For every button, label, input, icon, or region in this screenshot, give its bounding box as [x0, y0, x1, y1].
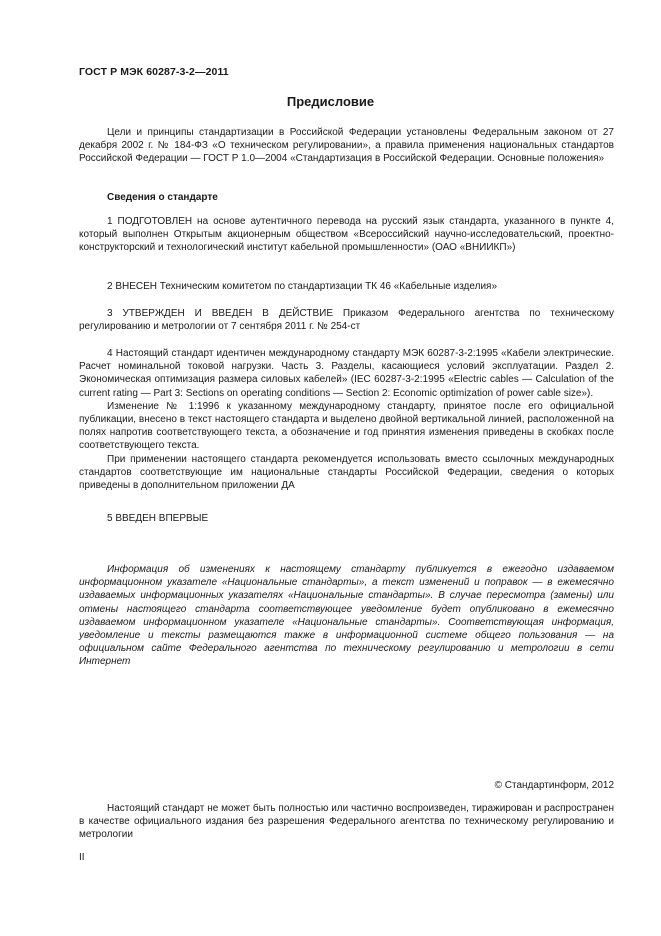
page-title: Предисловие [286, 94, 375, 109]
copyright-line: © Стандартинформ, 2012 [494, 780, 614, 791]
item-3-text: 3 УТВЕРЖДЕН И ВВЕДЕН В ДЕЙСТВИЕ Приказом Федерального агентства по техническому регулированию и метрологии от 7 сентября 2011 г. № 254-ст [79, 308, 614, 333]
item-5-block [79, 512, 614, 525]
standard-code-header: ГОСТ Р МЭК 60287-3-2—2011 [79, 66, 229, 78]
item-4-text: 4 Настоящий стандарт идентичен международному стандарту МЭК 60287-3-2:1995 «Кабели электрические. Расчет номинальной токовой нагрузки. Часть 3. Разделы, касающиеся условий эксплуатации. Раздел 2. Экономическая оптимизация размера силовых кабелей» (IEC 60287-3-2:1995 «Electric cables — Calculation of the current rating — Part 3: Sections on operating conditions — Section 2: Economic optimization of power cable size»). [79, 348, 614, 399]
item-4-block [79, 347, 614, 492]
intro-paragraph [79, 126, 614, 166]
item-5-text: 5 ВВЕДЕН ВПЕРВЫЕ [107, 513, 209, 524]
rights-block [79, 802, 614, 842]
info-heading-block [79, 191, 614, 204]
item-3-block [79, 307, 614, 333]
page-number: II [79, 852, 85, 863]
item-4-reference-text: При применении настоящего стандарта рекомендуется использовать вместо ссылочных международных стандартов соответствующие им национальные стандарты Российской Федерации, сведения о которых приведены в дополнительном приложении ДА [79, 453, 614, 492]
item-1-block [79, 215, 614, 255]
item-1-text: 1 ПОДГОТОВЛЕН на основе аутентичного перевода на русский язык стандарта, указанного в пункте 4, который выполнен Открытым акционерным обществом «Всероссийский научно-исследовательский, проектно-конструкторский и технологический институт кабельной промышленности» (ОАО «ВНИИКП») [79, 216, 614, 254]
notice-text: Информация об изменениях к настоящему стандарту публикуется в ежегодно издаваемом информационном указателе «Национальные стандарты», а текст изменений и поправок — в ежемесячно издаваемых информационных указателях «Национальные стандарты». В случае пересмотра (замены) или отмены настоящего стандарта соответствующее уведомление будет опубликовано в ежемесячно издаваемом информационном указателе «Национальные стандарты». Соответствующая информация, уведомление и тексты размещаются также в информационной системе общего пользования — на официальном сайте Федерального агентства по техническому регулированию и метрологии в сети Интернет [79, 564, 614, 668]
intro-text: Цели и принципы стандартизации в Российской Федерации установлены Федеральным законом от 27 декабря 2002 г. № 184-ФЗ «О техническом регулировании», а правила применения национальных стандартов Российской Федерации — ГОСТ Р 1.0—2004 «Стандартизация в Российской Федерации. Основные положения» [79, 127, 614, 165]
item-4-change-text: Изменение № 1:1996 к указанному международному стандарту, принятое после его официальной публикации, внесено в текст настоящего стандарта и выделено двойной вертикальной линией, расположенной на полях напротив соответствующего текста, а обозначение и год принятия изменения приведены в скобках после соответствующего текста. [79, 400, 614, 452]
item-2-block [79, 280, 614, 293]
item-2-text: 2 ВНЕСЕН Техническим комитетом по стандартизации ТК 46 «Кабельные изделия» [107, 281, 498, 292]
info-heading: Сведения о стандарте [107, 192, 218, 203]
rights-text: Настоящий стандарт не может быть полностью или частично воспроизведен, тиражирован и распространен в качестве официального издания без разрешения Федерального агентства по техническому регулированию и метрологии [79, 803, 614, 841]
notice-block [79, 563, 614, 669]
